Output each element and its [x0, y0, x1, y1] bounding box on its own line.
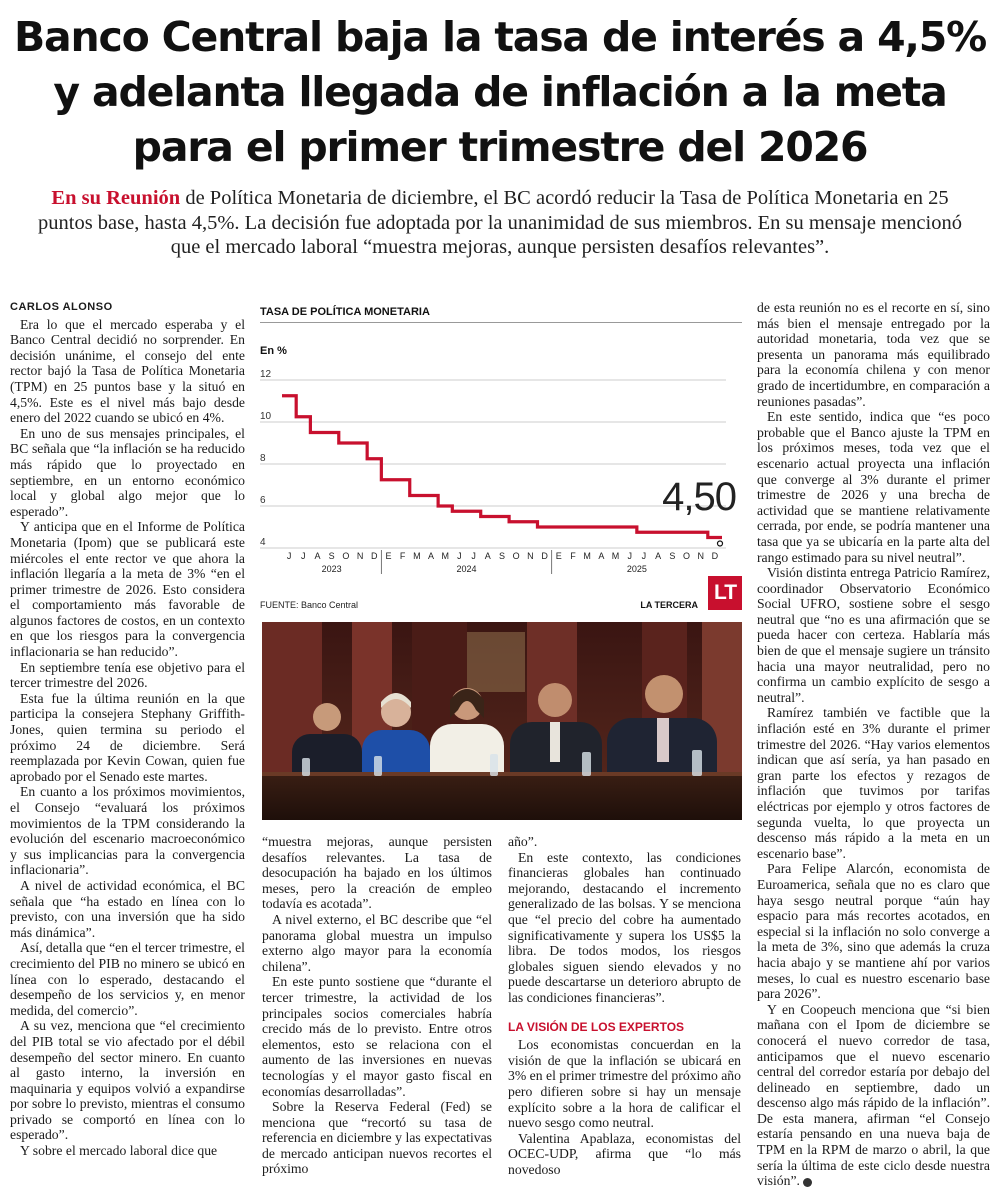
x-tick-label: D — [541, 551, 548, 561]
article-paragraph: En este punto sostiene que “durante el tercer trimestre, la actividad de los principales socios comerciales habría crecido más de lo previsto. Entre otros elementos, esto se relaciona con el aumento de las inversiones en nuevas tecnologías y el mayor gasto fiscal en economías desarrolladas”. — [262, 974, 492, 1099]
article-paragraph: Así, detalla que “en el tercer trimestre, el crecimiento del PIB no minero se ubicó en línea con lo esperado, destacando el desempeño de los servicios y, en menor medida, del comercio”. — [10, 940, 245, 1018]
x-tick-label: A — [428, 551, 435, 561]
headline-line: Banco Central baja la tasa de interés a 4,5% — [14, 13, 986, 61]
x-tick-label: N — [356, 551, 364, 561]
end-of-article-icon — [803, 1178, 812, 1187]
y-tick-label: 12 — [260, 369, 272, 380]
article-paragraph: Para Felipe Alarcón, economista de Euroamerica, señala que no es claro que haya sesgo neutral porque “aún hay espacio para más recortes acotados, en especial si la inflación no solo converge a la meta de 3%, sino que además la cruza hacia abajo y se mantiene ahí por varios meses, lo cual es nuestro escenario base para 2026”. — [757, 861, 990, 1002]
tpm-series-line — [282, 396, 722, 538]
article-column-3 — [508, 834, 741, 1177]
x-tick-label: M — [441, 551, 449, 561]
y-tick-label: 10 — [260, 411, 272, 422]
x-tick-label: N — [527, 551, 534, 561]
article-paragraph: Los economistas concuerdan en la visión de que la inflación se ubicará en 3% en el primer trimestre del próximo año pero difieren sobre si hay un mensaje explícito sobre a la hora de calificar el nuevo sesgo como neutral. — [508, 1037, 741, 1131]
article-paragraph: En cuanto a los próximos movimientos, el Consejo “evaluará los próximos movimientos de la TPM considerando la evolución del escenario macroeconómico y sus implicancias para la convergencia inflacionaria”. — [10, 784, 245, 878]
x-tick-label: S — [328, 551, 335, 561]
article-paragraph: En este sentido, indica que “es poco probable que el Banco ajuste la TPM en los próximos meses, toda vez que el escenario actual proyecta una inflación que converge al 3% durante el primer trimestre de 2026 y una brecha de actividad que se mantiene relativamente cerrada, por ende, se podría mantener una tasa que ya se ubicaría en la parte alta del rango estimado para su nivel neutral”. — [757, 409, 990, 565]
headline-line: para el primer trimestre del 2026 — [132, 123, 868, 171]
lead-text: de Política Monetaria de diciembre, el BC acordó reducir la Tasa de Política Monetaria en 25 puntos base, hasta 4,5%. La decisión fue adoptada por la unanimidad de sus miembros. En su mensaje mencionó que el mercado laboral “muestra mejoras, aunque persisten desafíos relevantes”. — [38, 187, 962, 258]
year-label: 2024 — [456, 564, 477, 574]
lead-paragraph — [30, 186, 970, 260]
col4-body — [757, 300, 990, 1189]
section-subhead: LA VISIÓN DE LOS EXPERTOS — [508, 1019, 685, 1034]
article-paragraph: Ramírez también ve factible que la inflación esté en 3% durante el primer trimestre del 2026. “Hay varios elementos indican que así sería, ya han pasado en gran parte los efectos y rezagos de inflación que tuvimos por tarifas eléctricas por ejemplo y otros factores de segunda vuelta, lo que proyecta un descenso más rápido a la meta en un escenario base”. — [757, 705, 990, 861]
col2-body — [262, 834, 492, 1177]
y-tick-label: 6 — [260, 495, 266, 506]
article-paragraph: A nivel de actividad económica, el BC señala que “ha estado en línea con lo previsto, con una inversión que ha sido más dinámica”. — [10, 877, 245, 940]
la-tercera-logo: LT — [708, 576, 742, 610]
x-tick-label: O — [512, 551, 520, 561]
headline — [0, 10, 1000, 175]
article-paragraph: Era lo que el mercado esperaba y el Banco Central decidió no sorprender. En decisión unánime, el consejo del ente rector bajó la Tasa de Política Monetaria (TPM) en 25 puntos base y la situó en 4,5%. Este es el nivel más bajo desde enero del 2022 cuando se ubicó en 4%. — [10, 316, 245, 426]
x-tick-label: M — [413, 551, 421, 561]
article-column-1 — [10, 300, 245, 1165]
x-tick-label: M — [583, 551, 591, 561]
article-paragraph: Y anticipa que en el Informe de Política Monetaria (Ipom) que se publicará este miércoles el ente rector ve que ahora la inflación llegaría a la meta de 3% “en el primer trimestre de 2026. Esto considera el comportamiento más favorable de algunos factores de costos, en un contexto en que los riesgos para la convergencia inflacionaria se han reducido”. — [10, 519, 245, 660]
article-column-4 — [757, 300, 990, 1189]
x-tick-label: J — [457, 551, 462, 561]
col1-body — [10, 317, 245, 1159]
last-value-label: 4,50 — [662, 475, 736, 520]
article-paragraph: “muestra mejoras, aunque persisten desafíos relevantes. La tasa de desocupación ha bajado en los últimos meses, pero la creación de empleo todavía es acotada”. — [262, 834, 492, 912]
article-column-2 — [262, 834, 492, 1177]
article-paragraph: A su vez, menciona que “el crecimiento del PIB total se vio afectado por el débil desempeño del sector minero. En cuanto al gasto interno, la inversión en maquinaria y equipos volvió a expandirse por sobre lo previsto, mientras el consumo privado se comportó en línea con lo esperado”. — [10, 1018, 245, 1143]
x-tick-label: O — [342, 551, 350, 561]
x-tick-label: J — [627, 551, 632, 561]
x-tick-label: J — [301, 551, 306, 561]
col3-body — [508, 834, 741, 1006]
article-paragraph: Sobre la Reserva Federal (Fed) se menciona que “recortó su tasa de referencia en diciembre y las expectativas de mercado anticipan nuevos recortes el próximo — [262, 1099, 492, 1177]
x-tick-label: F — [570, 551, 576, 561]
chart-title: TASA DE POLÍTICA MONETARIA — [260, 306, 430, 318]
x-tick-label: S — [498, 551, 506, 561]
x-tick-label: N — [697, 551, 704, 561]
byline: CARLOS ALONSO — [10, 301, 113, 313]
council-photo — [262, 622, 742, 820]
x-tick-label: A — [314, 551, 321, 561]
article-paragraph: A nivel externo, el BC describe que “el panorama global muestra un impulso externo algo mayor para la economía chilena”. — [262, 911, 492, 974]
article-paragraph: de esta reunión no es el recorte en sí, sino más bien el mensaje entregado por la autoridad monetaria, toda vez que se presenta un panorama más equilibrado para la economía chilena y con menor grado de incertidumbre, en comparación a reuniones pasadas”. — [757, 300, 990, 409]
chart-source: FUENTE: Banco Central — [260, 600, 359, 610]
x-tick-label: J — [471, 551, 476, 561]
x-tick-label: A — [598, 551, 605, 561]
tpm-chart — [260, 300, 742, 618]
x-tick-label: E — [385, 551, 392, 561]
headline-line: y adelanta llegada de inflación a la meta — [53, 68, 947, 116]
x-tick-label: S — [669, 551, 676, 561]
x-tick-label: D — [711, 551, 719, 561]
article-paragraph: Visión distinta entrega Patricio Ramírez, coordinador Observatorio Económico Social UFRO, sostiene sobre el sesgo neutral que “no es una afirmación que se pueda hacer con certeza. Hablaría más bien de que el mensaje sugiere un tránsito hacia una mayor neutralidad, pero no confirma un cambio explícito de sesgo a neutral”. — [757, 565, 990, 705]
council-photo-illustration — [262, 622, 742, 820]
col3b-body — [508, 1037, 741, 1177]
article-paragraph: En este contexto, las condiciones financieras globales han continuado mejorando, destacando el incremento generalizado de las bolsas. Y se menciona que “el precio del cobre ha aumentado significativamente y supera los US$5 la libra. De todos modos, los riesgos globales siguen siendo elevados y no puede descartarse un deterioro abrupto de las condiciones financieras”. — [508, 849, 741, 1005]
chart-credit: LA TERCERA — [640, 600, 698, 610]
chart-plot — [260, 300, 742, 600]
article-paragraph: Valentina Apablaza, economistas del OCEC-UDP, afirma que “lo más novedoso — [508, 1130, 741, 1177]
last-point-marker — [718, 541, 723, 546]
x-tick-label: J — [286, 551, 292, 561]
x-tick-label: A — [484, 551, 491, 561]
x-tick-label: M — [611, 551, 620, 561]
article-paragraph: En uno de sus mensajes principales, el BC señala que “la inflación se ha reducido más rápido que lo proyectado en septiembre, en un entorno económico local y global algo mejor que lo esperado”. — [10, 425, 245, 519]
article-paragraph: Y en Coopeuch menciona que “si bien mañana con el Ipom de diciembre se conocerá el nuevo corredor de tasa, anticipamos que el nuevo escenario central del corredor estaría por debajo del delineado en septiembre, dado un descenso algo más rápido de la inflación”. De esta manera, afirman “el Consejo estaría pensando en una nueva baja de TPM en la RPM de marzo o abril, la que sería la última de este ciclo desde nuestra visión”. — [757, 1001, 990, 1189]
y-tick-label: 8 — [260, 453, 266, 464]
x-tick-label: O — [683, 551, 691, 561]
x-tick-label: D — [371, 551, 378, 561]
year-label: 2023 — [321, 564, 342, 574]
year-label: 2025 — [626, 564, 647, 574]
article-paragraph: En septiembre tenía ese objetivo para el tercer trimestre del 2026. — [10, 659, 245, 691]
article-paragraph: Esta fue la última reunión en la que participa la consejera Stephany Griffith-Jones, quien termina su periodo el próximo 24 de diciembre. Será reemplazada por Kevin Cowan, quien fue aprobado por el Senado este martes. — [10, 690, 245, 784]
y-axis-label: En % — [260, 345, 287, 357]
x-tick-label: E — [555, 551, 562, 561]
article-paragraph: Y sobre el mercado laboral dice que — [20, 1143, 218, 1159]
x-tick-label: J — [641, 551, 647, 561]
lead-kicker: En su Reunión — [51, 187, 181, 209]
article-paragraph: año”. — [508, 834, 538, 849]
y-tick-label: 4 — [260, 537, 266, 548]
x-tick-label: F — [399, 551, 406, 561]
x-tick-label: A — [655, 551, 662, 561]
